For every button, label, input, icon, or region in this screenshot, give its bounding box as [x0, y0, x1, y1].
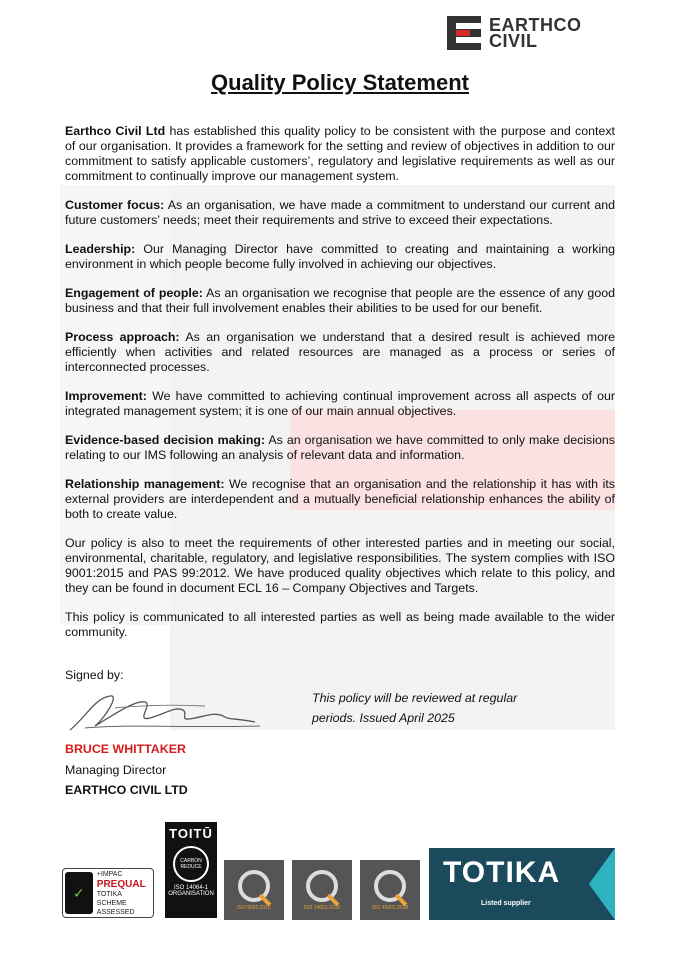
principle-heading: Customer focus: [65, 198, 165, 212]
totika-sub: Listed supplier [481, 900, 531, 907]
principle-heading: Relationship management: [65, 477, 225, 491]
principle-heading: Improvement: [65, 389, 147, 403]
principle-engagement [65, 286, 615, 316]
principle-text: As an organisation, we have made a commitment to understand our current and future customers’ needs; meet their requirements and strive to exceed their expectations. [65, 198, 615, 227]
principle-text: As an organisation we recognise that people are the essence of any good business and that their full involvement enables their abilities to be used for our benefit. [65, 286, 615, 315]
iso-14001-badge [292, 860, 352, 920]
principle-improvement [65, 389, 615, 419]
qas-q-icon [374, 870, 406, 902]
prequal-scheme: TOTIKA SCHEME [96, 890, 127, 907]
totika-word: TOTIKA [443, 856, 561, 889]
principle-heading: Leadership: [65, 242, 136, 256]
accreditation-badges [0, 820, 680, 920]
iso-label: ISO 14001:2015 [303, 904, 341, 911]
prequal-main: PREQUAL [96, 878, 146, 890]
iso-9001-badge [224, 860, 284, 920]
iso-label: ISO 45001:2018 [371, 904, 409, 911]
principle-heading: Evidence-based decision making: [65, 433, 266, 447]
triangle-icon [589, 848, 615, 920]
shield-check-icon: ✓ [65, 872, 93, 914]
page-title: Quality Policy Statement [211, 70, 469, 95]
toitu-foot: ISO 14064-1 ORGANISATION [168, 885, 214, 897]
signature-image [65, 688, 265, 736]
signed-label: Signed by: [65, 668, 124, 682]
principle-heading: Engagement of people: [65, 286, 203, 300]
signer-role: Managing Director [65, 763, 167, 777]
company-logo [447, 15, 607, 51]
signer-company: EARTHCO CIVIL LTD [65, 783, 188, 797]
logo-text [489, 17, 582, 49]
logo-line1: EARTHCO [489, 15, 582, 35]
closing-paragraph-1: Our policy is also to meet the requirements of other interested parties and in meeting our social, environmental, charitable, regulatory, and legislative responsibilities. The system complies with ISO 9001:2015 and PAS 99:2012. We have produced quality objectives which relate to this policy, and they can be found in document ECL 16 – Company Objectives and Targets. [65, 536, 615, 595]
intro-company: Earthco Civil Ltd [65, 124, 166, 138]
toitu-badge [165, 822, 217, 918]
review-note: This policy will be reviewed at regular periods. Issued April 2025 [312, 691, 518, 725]
principle-evidence [65, 433, 615, 463]
principle-process-approach [65, 330, 615, 375]
iso-label: ISO 9001:2015 [237, 904, 271, 911]
toitu-head: TOITŪ [169, 826, 213, 841]
prequal-assessed: ASSESSED [96, 908, 135, 916]
logo-line2: CIVIL [489, 31, 538, 51]
totika-badge [429, 848, 615, 920]
principle-text: We have committed to achieving continual improvement across all aspects of our integrated management system; it is one of our main annual objectives. [65, 389, 615, 418]
principle-customer-focus [65, 198, 615, 228]
principle-text: We recognise that an organisation and the relationship it has with its external providers are interdependent and a mutually beneficial relationship enhances the ability of both to create value. [65, 477, 615, 521]
principle-leadership [65, 242, 615, 272]
qas-q-icon [306, 870, 338, 902]
qas-q-icon [238, 870, 270, 902]
policy-body [65, 124, 615, 654]
principle-text: As an organisation we understand that a desired result is achieved more efficiently when activities and related resources are managed as a process or series of interconnected processes. [65, 330, 615, 374]
intro-paragraph [65, 124, 615, 184]
principle-heading: Process approach: [65, 330, 180, 344]
principle-text: Our Managing Director have committed to creating and maintaining a working environment in which people become fully involved in achieving our objectives. [65, 242, 615, 271]
toitu-circle: CARBON REDUCE [173, 846, 209, 882]
earthco-logo-icon [447, 16, 481, 50]
principle-relationship [65, 477, 615, 522]
prequal-badge [62, 868, 154, 918]
iso-45001-badge [360, 860, 420, 920]
closing-paragraph-2: This policy is communicated to all interested parties as well as being made available to the wider community. [65, 610, 615, 639]
signer-name: BRUCE WHITTAKER [65, 742, 186, 756]
principle-text: As an organisation we have committed to only make decisions relating to our IMS following an analysis of relevant data and information. [65, 433, 615, 462]
prequal-top: +IMPAC [96, 870, 123, 878]
intro-text: has established this quality policy to be consistent with the purpose and context of our organisation. It provides a framework for the setting and review of objectives in addition to our commitment to satisfy applicable customers’, regulatory and legislative requirements as well as our commitment to continually improve our management system. [65, 124, 615, 183]
